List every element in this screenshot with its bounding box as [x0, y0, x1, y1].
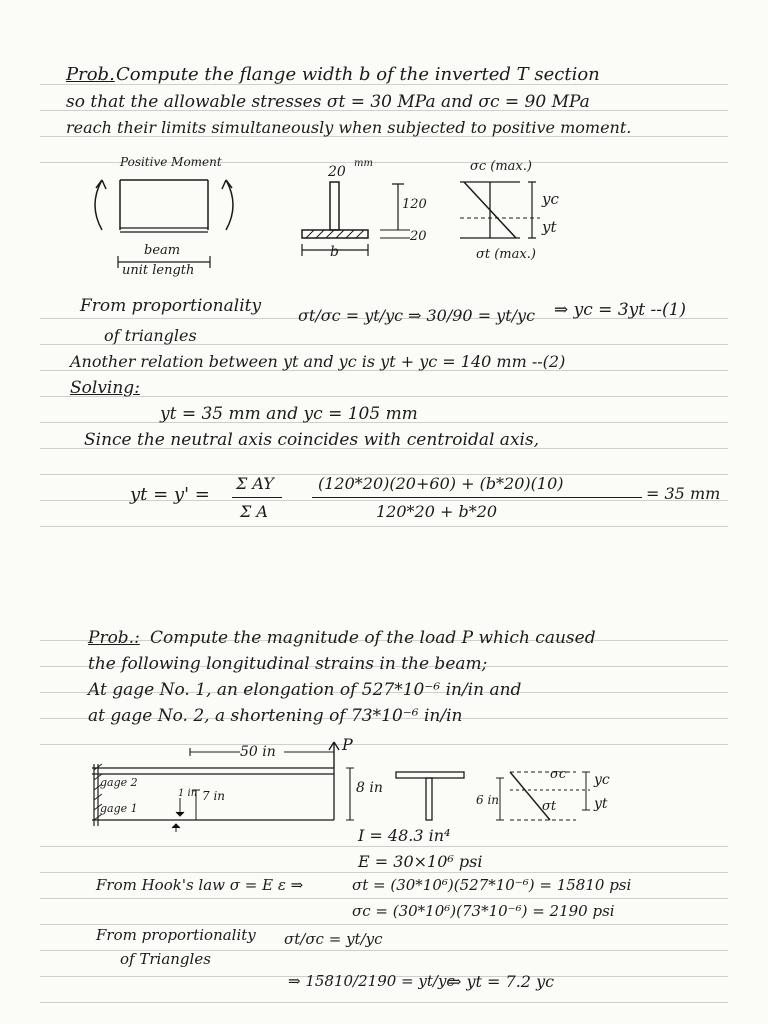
problem2-line4: at gage No. 2, a shortening of 73*10⁻⁶ in/in	[88, 706, 463, 726]
problem1-figure	[80, 150, 700, 280]
proportionality-label-2: From proportionality	[96, 926, 256, 944]
ratio-numeric-2: ⇒ 15810/2190 = yt/yc	[288, 972, 455, 990]
beam-label: beam	[144, 243, 181, 258]
span-label: 50 in	[240, 744, 276, 760]
problem2-label: Prob.:	[88, 628, 140, 648]
relation-equation-2: Another relation between yt and yc is yt + yc = 140 mm --(2)	[70, 352, 566, 371]
rule-line	[40, 526, 728, 527]
problem1-line3: reach their limits simultaneously when subjected to positive moment.	[66, 118, 632, 137]
triangles-label-2: of Triangles	[120, 950, 211, 968]
rule-line	[40, 396, 728, 397]
centroid-numerator: (120*20)(20+60) + (b*20)(10)	[318, 474, 564, 493]
inverted-t-section	[302, 182, 410, 256]
top-width-unit: mm	[354, 158, 373, 169]
ratio-symbolic-2: σt/σc = yt/yc	[284, 930, 383, 948]
stress-distribution-diagram	[460, 182, 540, 238]
equation-1: ⇒ yc = 3yt --(1)	[554, 300, 687, 320]
positive-moment-label: Positive Moment	[120, 155, 222, 169]
depth-dimension-line	[346, 768, 354, 820]
load-p-label: P	[342, 735, 353, 754]
sum-fraction-bar	[232, 497, 282, 498]
rule-line	[40, 872, 728, 873]
web-height-label: 120	[402, 197, 427, 212]
sigma-t-calculation: σt = (30*10⁶)(527*10⁻⁶) = 15810 psi	[352, 876, 632, 894]
moment-of-inertia: I = 48.3 in⁴	[358, 826, 451, 845]
yc-label: yc	[542, 190, 559, 208]
solving-label: Solving:	[70, 378, 140, 398]
triangles-label: of triangles	[104, 326, 197, 345]
problem2-line3: At gage No. 1, an elongation of 527*10⁻⁶ in/in and	[88, 680, 522, 700]
yt-label: yt	[542, 218, 557, 236]
ratio-result: ⇒ yt = 7.2 yc	[448, 972, 555, 991]
yt-label-2: yt	[594, 796, 608, 812]
neutral-axis-statement: Since the neutral axis coincides with centroidal axis,	[84, 430, 540, 450]
gage1-label: gage 1	[100, 802, 138, 815]
problem2-line1: Compute the magnitude of the load P which caused	[150, 628, 596, 648]
depth-label: 8 in	[356, 780, 383, 796]
proportionality-label: From proportionality	[80, 296, 262, 316]
centroid-fraction-bar	[312, 497, 642, 498]
dim-1in-label: 1 in	[178, 788, 198, 799]
ratio-symbolic: σt/σc = yt/yc	[298, 306, 404, 325]
elastic-modulus: E = 30×10⁶ psi	[358, 852, 483, 871]
problem1-line2: so that the allowable stresses σt = 30 MPa and σc = 90 MPa	[66, 92, 590, 112]
sigma-t-label: σt	[542, 799, 557, 814]
hooke-law-label: From Hook's law σ = E ε ⇒	[96, 876, 304, 894]
unit-length-label: unit length	[122, 263, 195, 278]
problem2-line2: the following longitudinal strains in the beam;	[88, 654, 488, 674]
rule-line	[40, 924, 728, 925]
flange-width-label: b	[330, 244, 339, 260]
flange-thickness-label: 20	[410, 229, 427, 244]
problem1-label: Prob.	[66, 64, 115, 85]
solution-values: yt = 35 mm and yc = 105 mm	[160, 404, 418, 424]
web-depth-label: 6 in	[476, 793, 500, 807]
sigma-c-calculation: σc = (30*10⁶)(73*10⁻⁶) = 2190 psi	[352, 902, 615, 920]
centroid-result: = 35 mm	[646, 484, 721, 503]
gage2-label: gage 2	[100, 776, 138, 789]
problem1-line1: Compute the flange width b of the inverted T section	[116, 64, 600, 85]
rule-line	[40, 898, 728, 899]
sigma-c-label: σc	[550, 767, 567, 782]
yc-label-2: yc	[594, 772, 610, 788]
rule-line	[40, 1002, 728, 1003]
centroid-sum-denominator: Σ A	[240, 502, 268, 521]
top-width-label: 20	[328, 164, 346, 180]
sigma-c-max-label: σc (max.)	[470, 159, 532, 174]
centroid-lhs: yt = y' =	[130, 484, 210, 505]
ratio-numeric: ⇒ 30/90 = yt/yc	[408, 306, 536, 325]
centroid-sum-numerator: Σ AY	[236, 474, 274, 493]
sigma-t-max-label: σt (max.)	[476, 247, 536, 262]
dim-7in-label: 7 in	[202, 789, 226, 803]
centroid-denominator: 120*20 + b*20	[376, 502, 498, 521]
